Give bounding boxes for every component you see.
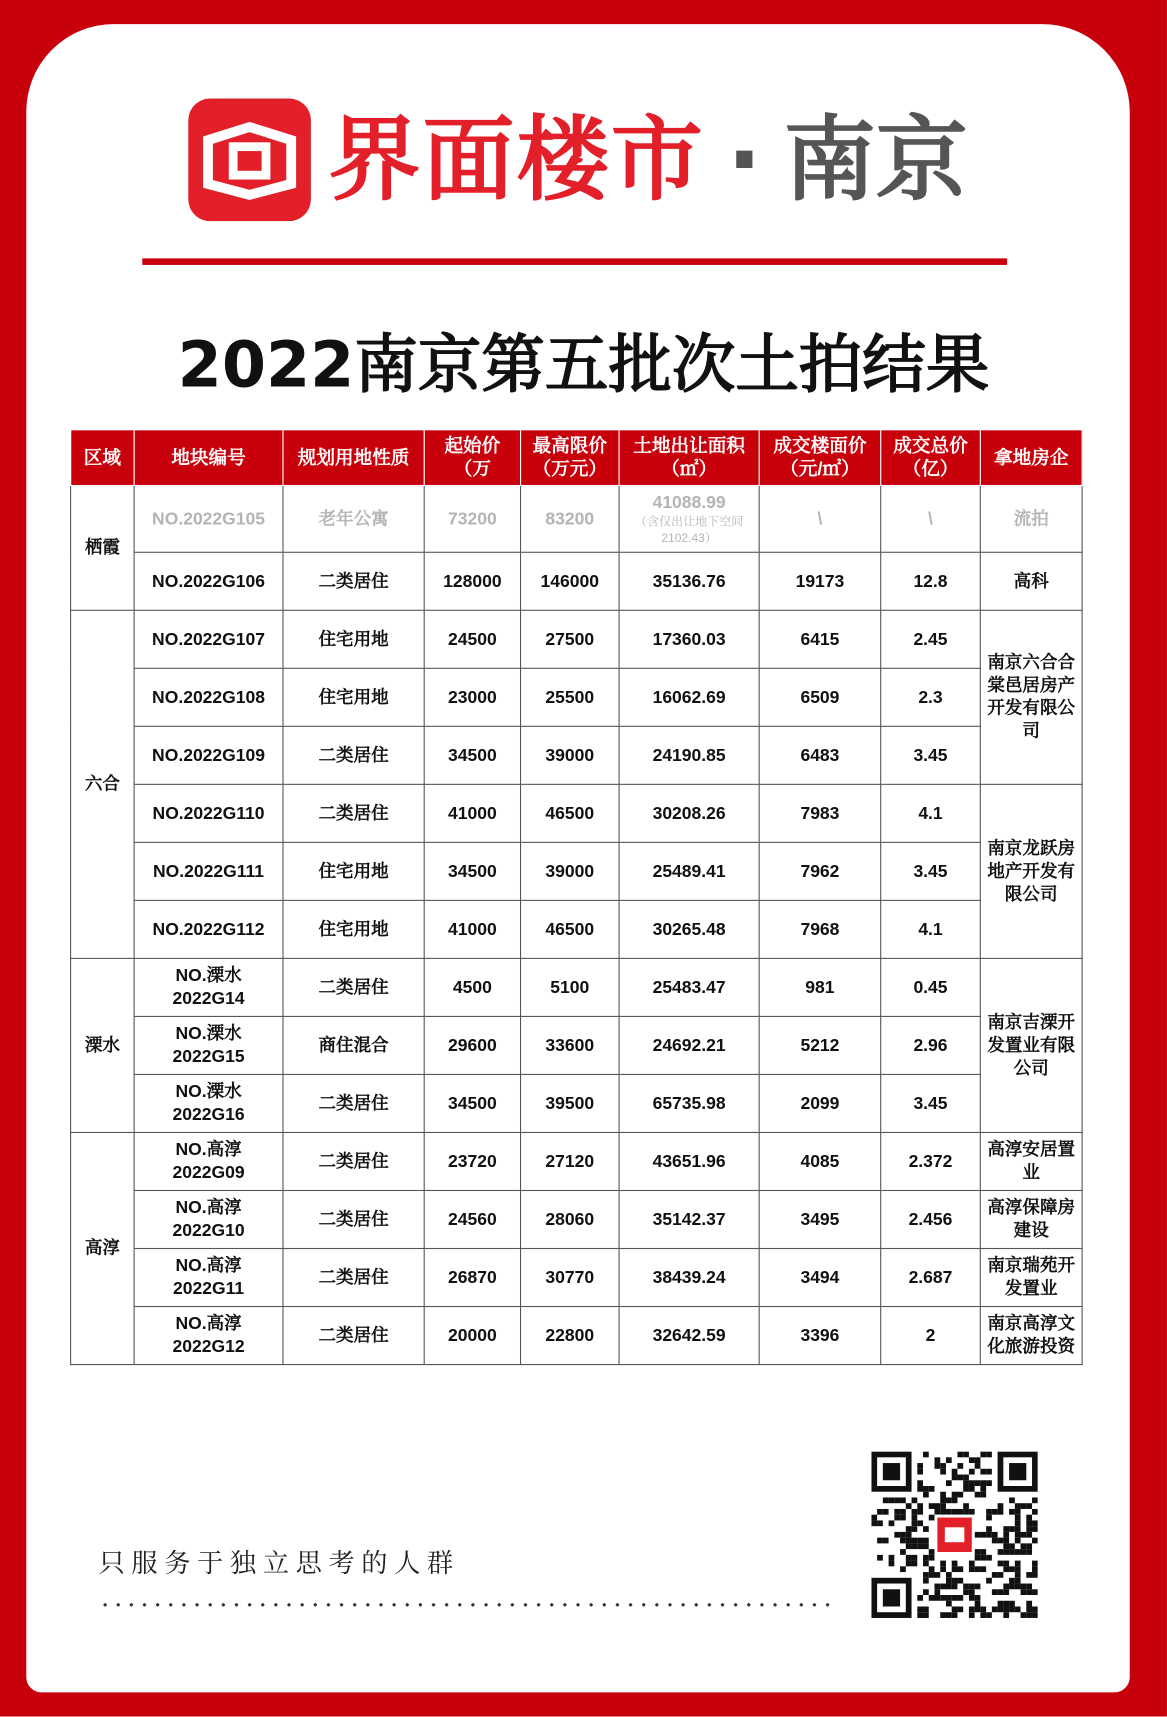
table-row xyxy=(71,900,1083,958)
parcel-cell xyxy=(134,842,283,900)
area-cell xyxy=(619,1016,759,1074)
parcel-cell xyxy=(134,610,283,668)
start-price-cell: 73200 xyxy=(424,485,520,552)
table-row xyxy=(71,1132,1083,1190)
column-header-line: 起始价 xyxy=(444,435,501,457)
parcel-id: NO.高淳 xyxy=(175,1140,242,1160)
parcel-cell xyxy=(134,1190,283,1248)
total-price-cell: 2.372 xyxy=(881,1132,981,1190)
column-header-line: 规划用地性质 xyxy=(297,447,410,468)
parcel-id: NO.2022G110 xyxy=(152,804,265,823)
area-value: 30208.26 xyxy=(652,804,726,823)
total-price-cell: 2 xyxy=(881,1307,981,1365)
developer-cell: 南京瑞苑开发置业 xyxy=(980,1249,1082,1307)
total-price-cell: \ xyxy=(881,485,981,552)
area-value: 41088.99 xyxy=(652,493,726,512)
developer-cell: 高淳安居置业 xyxy=(980,1132,1082,1190)
table-row xyxy=(71,1074,1083,1132)
floor-price-cell: 3495 xyxy=(759,1190,881,1248)
total-price-cell: 2.687 xyxy=(881,1249,981,1307)
developer-cell: 南京吉溧开发置业有限公司 xyxy=(980,958,1082,1132)
parcel-id: NO.溧水 xyxy=(175,1082,242,1102)
area-cell xyxy=(619,900,759,958)
parcel-cell xyxy=(134,1132,283,1190)
area-value: 32642.59 xyxy=(652,1326,726,1345)
column-header-line: （亿） xyxy=(902,458,959,480)
parcel-cell xyxy=(134,1307,283,1365)
column-header xyxy=(881,430,981,486)
area-note: （含仅出让地下空间2102.43） xyxy=(634,515,744,545)
district-cell: 溧水 xyxy=(71,958,134,1132)
total-price-cell: 12.8 xyxy=(881,552,981,610)
floor-price-cell: \ xyxy=(759,485,881,552)
floor-price-cell: 6509 xyxy=(759,668,881,726)
auction-results-table xyxy=(70,429,1083,1365)
floor-price-cell: 3396 xyxy=(759,1307,881,1365)
parcel-id: NO.2022G105 xyxy=(152,509,266,529)
floor-price-cell: 981 xyxy=(759,958,881,1016)
brand-name: 界面楼市 xyxy=(328,106,706,214)
floor-price-cell: 4085 xyxy=(759,1132,881,1190)
dotted-divider xyxy=(99,1603,837,1607)
max-price-cell: 33600 xyxy=(521,1016,620,1074)
area-cell xyxy=(619,552,759,610)
table-row xyxy=(71,958,1083,1016)
land-use-cell: 二类居住 xyxy=(283,958,424,1016)
table-row xyxy=(71,726,1083,784)
land-use-cell: 二类居住 xyxy=(283,1307,424,1365)
column-header-line: 成交楼面价 xyxy=(773,435,867,457)
developer-cell: 南京高淳文化旅游投资 xyxy=(980,1307,1082,1365)
total-price-cell: 2.45 xyxy=(881,610,981,668)
parcel-id: 2022G16 xyxy=(172,1105,245,1125)
parcel-id: NO.高淳 xyxy=(175,1198,242,1218)
column-header xyxy=(759,430,881,486)
land-use-cell: 二类居住 xyxy=(283,552,424,610)
table-row xyxy=(71,552,1083,610)
column-header xyxy=(71,430,134,486)
brand-city: 南京 xyxy=(783,106,968,214)
column-header-line: （万元） xyxy=(532,458,608,480)
frame-logo-icon xyxy=(188,99,311,222)
area-value: 65735.98 xyxy=(652,1094,726,1113)
max-price-cell: 39000 xyxy=(521,842,620,900)
start-price-cell: 34500 xyxy=(424,726,520,784)
table-row xyxy=(71,668,1083,726)
start-price-cell: 20000 xyxy=(424,1307,520,1365)
start-price-cell: 24560 xyxy=(424,1190,520,1248)
area-cell xyxy=(619,610,759,668)
start-price-cell: 29600 xyxy=(424,1016,520,1074)
parcel-id: 2022G11 xyxy=(172,1279,245,1299)
max-price-cell: 39000 xyxy=(521,726,620,784)
parcel-id: NO.2022G107 xyxy=(152,629,266,649)
land-use-cell: 二类居住 xyxy=(283,1190,424,1248)
district-cell: 六合 xyxy=(71,610,134,958)
area-value: 25483.47 xyxy=(652,978,726,997)
area-value: 24190.85 xyxy=(652,746,726,765)
max-price-cell: 39500 xyxy=(521,1074,620,1132)
column-header-line: 成交总价 xyxy=(893,435,968,457)
total-price-cell: 2.456 xyxy=(881,1190,981,1248)
max-price-cell: 27500 xyxy=(521,610,620,668)
parcel-id: NO.溧水 xyxy=(175,1024,242,1044)
max-price-cell: 146000 xyxy=(521,552,620,610)
page-title: 2022南京第五批次土拍结果 xyxy=(177,327,990,402)
parcel-cell xyxy=(134,1249,283,1307)
area-cell xyxy=(619,1307,759,1365)
brand-separator: · xyxy=(726,106,762,214)
total-price-cell: 4.1 xyxy=(881,784,981,842)
max-price-cell: 46500 xyxy=(521,900,620,958)
table-row xyxy=(71,784,1083,842)
total-price-cell: 3.45 xyxy=(881,1074,981,1132)
developer-cell: 南京六合合棠邑居房产开发有限公司 xyxy=(980,610,1082,784)
land-use-cell: 住宅用地 xyxy=(283,900,424,958)
parcel-id: 2022G12 xyxy=(172,1337,245,1357)
total-price-cell: 2.96 xyxy=(881,1016,981,1074)
developer-cell: 流拍 xyxy=(980,485,1082,552)
area-cell xyxy=(619,485,759,552)
parcel-cell xyxy=(134,784,283,842)
parcel-id: NO.高淳 xyxy=(175,1314,242,1334)
table-header-row xyxy=(71,430,1083,486)
column-header xyxy=(283,430,424,486)
land-use-cell: 二类居住 xyxy=(283,784,424,842)
footer-slogan: 只服务于独立思考的人群 xyxy=(98,1547,460,1579)
column-header-line: 地块编号 xyxy=(171,447,246,468)
start-price-cell: 23720 xyxy=(424,1132,520,1190)
parcel-cell xyxy=(134,726,283,784)
floor-price-cell: 6483 xyxy=(759,726,881,784)
parcel-cell xyxy=(134,552,283,610)
parcel-cell xyxy=(134,668,283,726)
land-use-cell: 老年公寓 xyxy=(283,485,424,552)
parcel-id: 2022G14 xyxy=(172,989,245,1009)
area-cell xyxy=(619,1190,759,1248)
qr-code-icon xyxy=(871,1452,1037,1618)
parcel-id: NO.2022G106 xyxy=(152,571,266,591)
parcel-id: 2022G15 xyxy=(172,1047,245,1067)
max-price-cell: 83200 xyxy=(521,485,620,552)
start-price-cell: 26870 xyxy=(424,1249,520,1307)
parcel-id: 2022G10 xyxy=(172,1221,245,1241)
max-price-cell: 25500 xyxy=(521,668,620,726)
floor-price-cell: 7968 xyxy=(759,900,881,958)
land-use-cell: 二类居住 xyxy=(283,1249,424,1307)
floor-price-cell: 6415 xyxy=(759,610,881,668)
area-value: 24692.21 xyxy=(652,1036,726,1055)
table-row xyxy=(71,1190,1083,1248)
total-price-cell: 0.45 xyxy=(881,958,981,1016)
total-price-cell: 2.3 xyxy=(881,668,981,726)
start-price-cell: 34500 xyxy=(424,842,520,900)
table-row xyxy=(71,1249,1083,1307)
start-price-cell: 41000 xyxy=(424,784,520,842)
parcel-id: NO.2022G109 xyxy=(152,746,266,765)
column-header xyxy=(134,430,283,486)
district-cell: 高淳 xyxy=(71,1132,134,1364)
column-header xyxy=(424,430,520,486)
column-header-line: 拿地房企 xyxy=(993,447,1069,468)
parcel-id: NO.2022G112 xyxy=(152,920,265,939)
area-cell xyxy=(619,842,759,900)
column-header-line: （万 xyxy=(453,458,491,480)
area-cell xyxy=(619,784,759,842)
floor-price-cell: 7983 xyxy=(759,784,881,842)
max-price-cell: 28060 xyxy=(521,1190,620,1248)
land-use-cell: 二类居住 xyxy=(283,726,424,784)
area-value: 38439.24 xyxy=(652,1268,726,1287)
developer-cell: 南京龙跃房地产开发有限公司 xyxy=(980,784,1082,958)
table-row xyxy=(71,610,1083,668)
table-row xyxy=(71,1307,1083,1365)
area-cell xyxy=(619,958,759,1016)
land-use-cell: 住宅用地 xyxy=(283,842,424,900)
column-header-line: （㎡） xyxy=(661,458,718,480)
start-price-cell: 41000 xyxy=(424,900,520,958)
max-price-cell: 22800 xyxy=(521,1307,620,1365)
total-price-cell: 4.1 xyxy=(881,900,981,958)
area-value: 35142.37 xyxy=(652,1210,726,1229)
column-header-line: 最高限价 xyxy=(532,435,608,457)
parcel-id: NO.溧水 xyxy=(175,966,242,986)
land-use-cell: 二类居住 xyxy=(283,1132,424,1190)
column-header-line: （元/㎡） xyxy=(780,458,860,480)
start-price-cell: 24500 xyxy=(424,610,520,668)
table-row xyxy=(71,842,1083,900)
max-price-cell: 46500 xyxy=(521,784,620,842)
floor-price-cell: 5212 xyxy=(759,1016,881,1074)
header-divider xyxy=(142,258,1007,265)
parcel-cell xyxy=(134,1074,283,1132)
parcel-cell xyxy=(134,485,283,552)
floor-price-cell: 2099 xyxy=(759,1074,881,1132)
area-cell xyxy=(619,1249,759,1307)
column-header-line: 区域 xyxy=(83,447,121,468)
column-header xyxy=(521,430,620,486)
land-use-cell: 住宅用地 xyxy=(283,668,424,726)
table-row xyxy=(71,485,1083,552)
column-header xyxy=(619,430,759,486)
column-header xyxy=(980,430,1082,486)
area-value: 43651.96 xyxy=(652,1152,726,1171)
column-header-line: 土地出让面积 xyxy=(633,435,745,457)
total-price-cell: 3.45 xyxy=(881,726,981,784)
land-use-cell: 住宅用地 xyxy=(283,610,424,668)
parcel-id: NO.高淳 xyxy=(175,1256,242,1276)
parcel-id: NO.2022G111 xyxy=(153,862,265,881)
parcel-id: NO.2022G108 xyxy=(152,688,266,707)
start-price-cell: 128000 xyxy=(424,552,520,610)
table-row xyxy=(71,1016,1083,1074)
parcel-cell xyxy=(134,1016,283,1074)
max-price-cell: 30770 xyxy=(521,1249,620,1307)
area-cell xyxy=(619,668,759,726)
floor-price-cell: 3494 xyxy=(759,1249,881,1307)
area-cell xyxy=(619,1132,759,1190)
max-price-cell: 27120 xyxy=(521,1132,620,1190)
area-value: 25489.41 xyxy=(652,862,726,881)
max-price-cell: 5100 xyxy=(521,958,620,1016)
land-use-cell: 商住混合 xyxy=(283,1016,424,1074)
area-value: 30265.48 xyxy=(652,920,726,939)
total-price-cell: 3.45 xyxy=(881,842,981,900)
start-price-cell: 4500 xyxy=(424,958,520,1016)
area-value: 35136.76 xyxy=(652,571,726,591)
area-cell xyxy=(619,726,759,784)
developer-cell: 高科 xyxy=(980,552,1082,610)
developer-cell: 高淳保障房建设 xyxy=(980,1190,1082,1248)
floor-price-cell: 7962 xyxy=(759,842,881,900)
parcel-cell xyxy=(134,958,283,1016)
area-value: 17360.03 xyxy=(652,629,726,649)
land-use-cell: 二类居住 xyxy=(283,1074,424,1132)
area-value: 16062.69 xyxy=(652,688,726,707)
start-price-cell: 34500 xyxy=(424,1074,520,1132)
start-price-cell: 23000 xyxy=(424,668,520,726)
parcel-cell xyxy=(134,900,283,958)
district-cell: 栖霞 xyxy=(71,485,134,610)
floor-price-cell: 19173 xyxy=(759,552,881,610)
parcel-id: 2022G09 xyxy=(172,1163,245,1183)
area-cell xyxy=(619,1074,759,1132)
